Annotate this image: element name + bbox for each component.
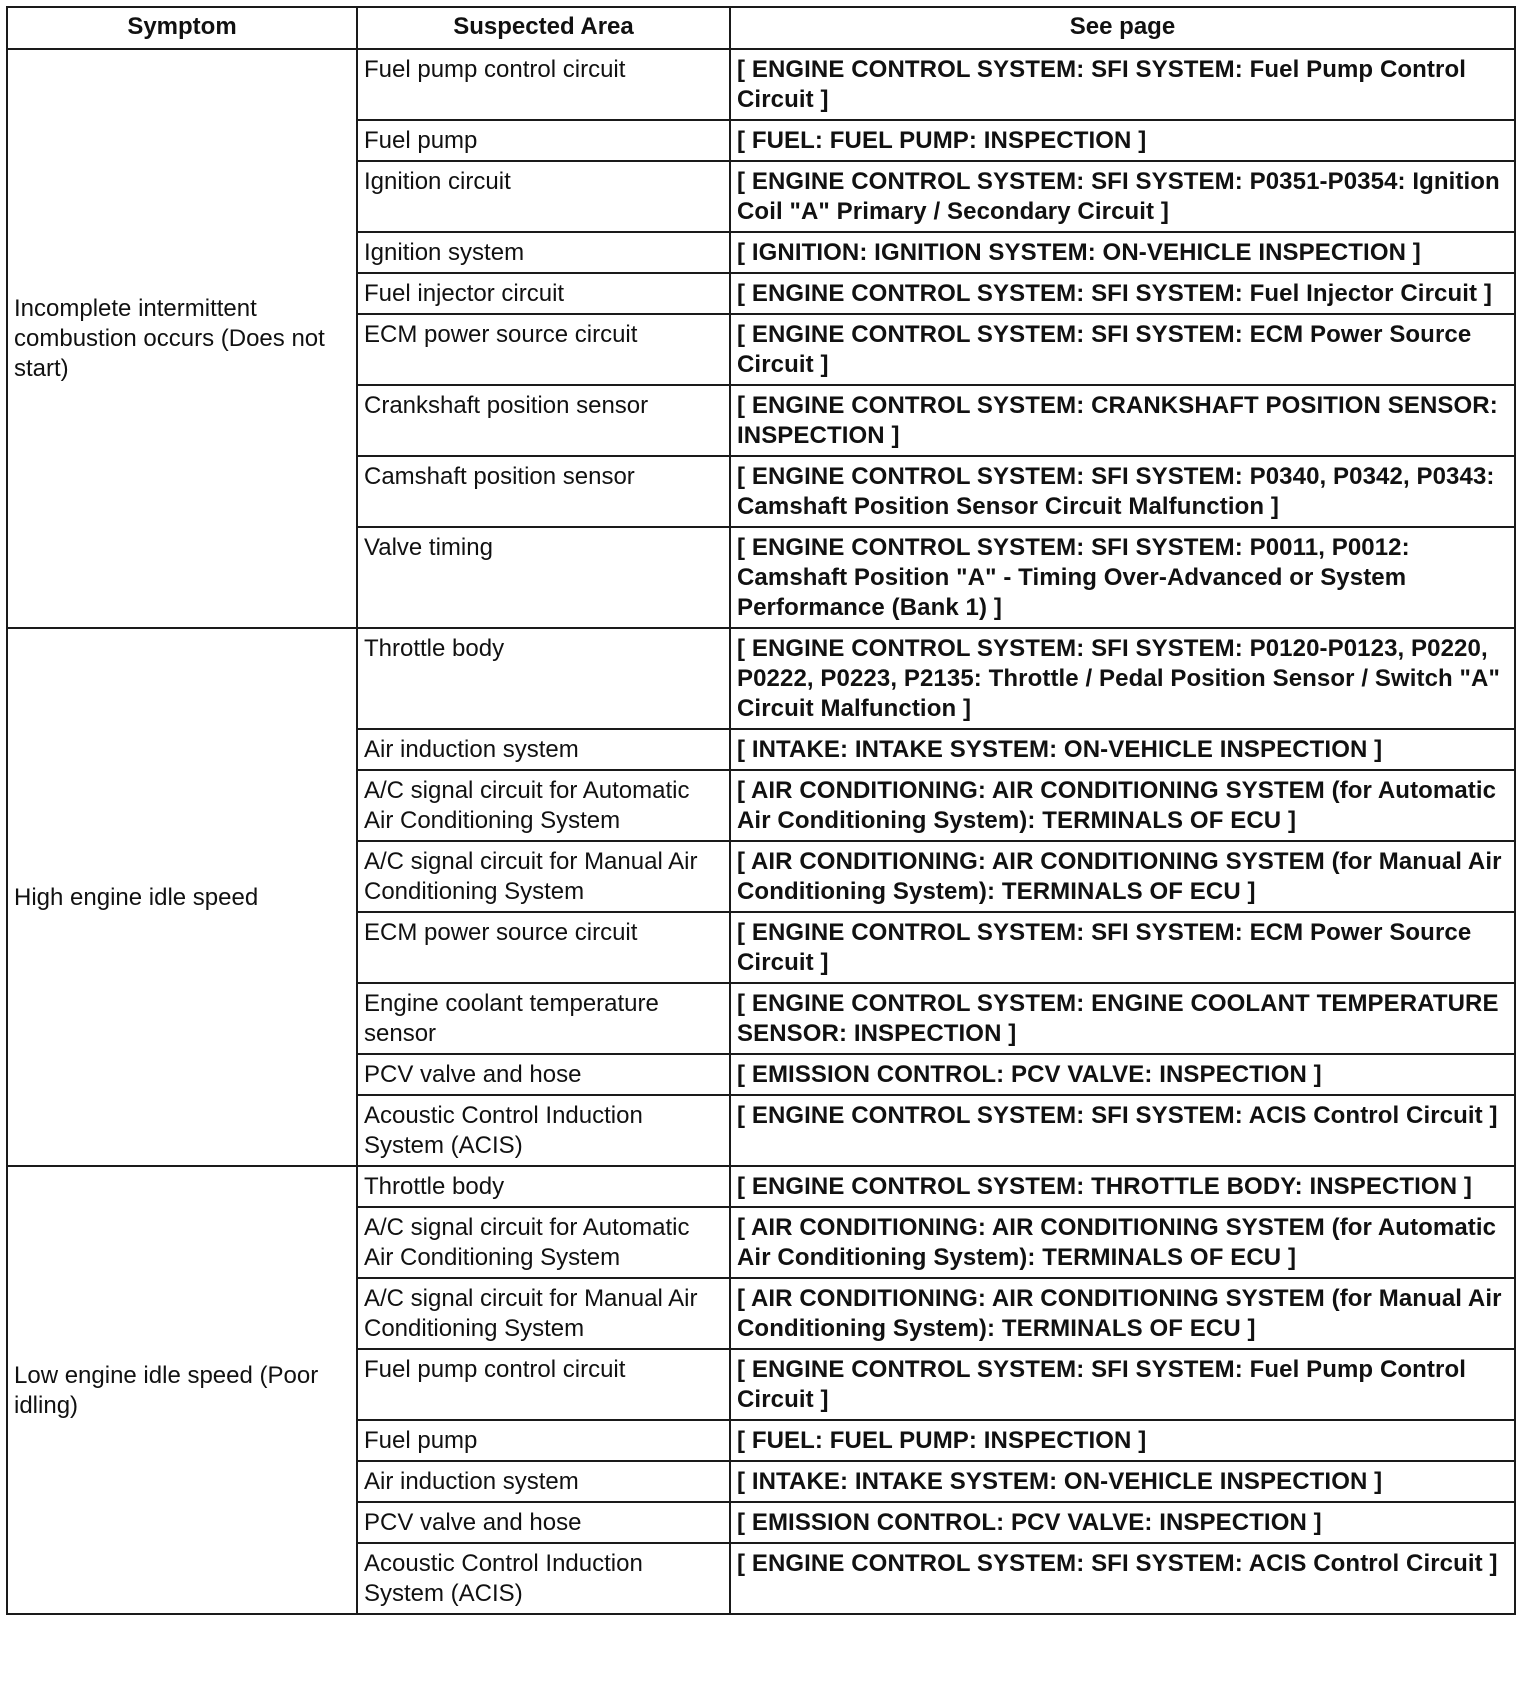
suspected-area-cell: Throttle body <box>357 1166 730 1207</box>
suspected-area-cell: PCV valve and hose <box>357 1054 730 1095</box>
suspected-area-cell: Fuel pump control circuit <box>357 1349 730 1420</box>
see-page-link[interactable]: [ ENGINE CONTROL SYSTEM: SFI SYSTEM: P0011, P0012: Camshaft Position "A" - Timing Over-Advanced or System Performance (Bank 1) ] <box>730 527 1515 628</box>
header-see-page: See page <box>730 7 1515 49</box>
table-row <box>7 628 1515 729</box>
see-page-link[interactable]: [ ENGINE CONTROL SYSTEM: CRANKSHAFT POSITION SENSOR: INSPECTION ] <box>730 385 1515 456</box>
see-page-link[interactable]: [ ENGINE CONTROL SYSTEM: SFI SYSTEM: ACIS Control Circuit ] <box>730 1095 1515 1166</box>
symptom-cell: Incomplete intermittent combustion occurs (Does not start) <box>7 49 357 628</box>
suspected-area-cell: Acoustic Control Induction System (ACIS) <box>357 1543 730 1614</box>
see-page-link[interactable]: [ ENGINE CONTROL SYSTEM: SFI SYSTEM: P0351-P0354: Ignition Coil "A" Primary / Secondary Circuit ] <box>730 161 1515 232</box>
suspected-area-cell: A/C signal circuit for Automatic Air Conditioning System <box>357 1207 730 1278</box>
see-page-link[interactable]: [ ENGINE CONTROL SYSTEM: ENGINE COOLANT TEMPERATURE SENSOR: INSPECTION ] <box>730 983 1515 1054</box>
suspected-area-cell: Ignition circuit <box>357 161 730 232</box>
header-row <box>7 7 1515 49</box>
table-row <box>7 49 1515 120</box>
suspected-area-cell: A/C signal circuit for Manual Air Conditioning System <box>357 1278 730 1349</box>
see-page-link[interactable]: [ ENGINE CONTROL SYSTEM: SFI SYSTEM: Fuel Pump Control Circuit ] <box>730 1349 1515 1420</box>
see-page-link[interactable]: [ INTAKE: INTAKE SYSTEM: ON-VEHICLE INSPECTION ] <box>730 729 1515 770</box>
suspected-area-cell: Fuel pump control circuit <box>357 49 730 120</box>
see-page-link[interactable]: [ ENGINE CONTROL SYSTEM: SFI SYSTEM: Fuel Pump Control Circuit ] <box>730 49 1515 120</box>
see-page-link[interactable]: [ ENGINE CONTROL SYSTEM: SFI SYSTEM: P0340, P0342, P0343: Camshaft Position Sensor Circuit Malfunction ] <box>730 456 1515 527</box>
suspected-area-cell: Acoustic Control Induction System (ACIS) <box>357 1095 730 1166</box>
see-page-link[interactable]: [ INTAKE: INTAKE SYSTEM: ON-VEHICLE INSPECTION ] <box>730 1461 1515 1502</box>
header-symptom: Symptom <box>7 7 357 49</box>
suspected-area-cell: Valve timing <box>357 527 730 628</box>
suspected-area-cell: Ignition system <box>357 232 730 273</box>
suspected-area-cell: Throttle body <box>357 628 730 729</box>
suspected-area-cell: Air induction system <box>357 729 730 770</box>
see-page-link[interactable]: [ AIR CONDITIONING: AIR CONDITIONING SYSTEM (for Automatic Air Conditioning System): TERMINALS OF ECU ] <box>730 1207 1515 1278</box>
see-page-link[interactable]: [ ENGINE CONTROL SYSTEM: SFI SYSTEM: P0120-P0123, P0220, P0222, P0223, P2135: Throttle / Pedal Position Sensor / Switch "A" Circuit Malfunction ] <box>730 628 1515 729</box>
see-page-link[interactable]: [ ENGINE CONTROL SYSTEM: SFI SYSTEM: ACIS Control Circuit ] <box>730 1543 1515 1614</box>
suspected-area-cell: Fuel pump <box>357 120 730 161</box>
symptom-table <box>6 6 1516 1615</box>
see-page-link[interactable]: [ ENGINE CONTROL SYSTEM: THROTTLE BODY: INSPECTION ] <box>730 1166 1515 1207</box>
see-page-link[interactable]: [ IGNITION: IGNITION SYSTEM: ON-VEHICLE INSPECTION ] <box>730 232 1515 273</box>
see-page-link[interactable]: [ FUEL: FUEL PUMP: INSPECTION ] <box>730 1420 1515 1461</box>
suspected-area-cell: A/C signal circuit for Automatic Air Conditioning System <box>357 770 730 841</box>
see-page-link[interactable]: [ FUEL: FUEL PUMP: INSPECTION ] <box>730 120 1515 161</box>
header-suspected-area: Suspected Area <box>357 7 730 49</box>
see-page-link[interactable]: [ EMISSION CONTROL: PCV VALVE: INSPECTION ] <box>730 1054 1515 1095</box>
suspected-area-cell: Camshaft position sensor <box>357 456 730 527</box>
see-page-link[interactable]: [ ENGINE CONTROL SYSTEM: SFI SYSTEM: ECM Power Source Circuit ] <box>730 912 1515 983</box>
suspected-area-cell: ECM power source circuit <box>357 912 730 983</box>
see-page-link[interactable]: [ AIR CONDITIONING: AIR CONDITIONING SYSTEM (for Manual Air Conditioning System): TERMINALS OF ECU ] <box>730 1278 1515 1349</box>
suspected-area-cell: A/C signal circuit for Manual Air Conditioning System <box>357 841 730 912</box>
see-page-link[interactable]: [ AIR CONDITIONING: AIR CONDITIONING SYSTEM (for Automatic Air Conditioning System): TERMINALS OF ECU ] <box>730 770 1515 841</box>
suspected-area-cell: Engine coolant temperature sensor <box>357 983 730 1054</box>
suspected-area-cell: Crankshaft position sensor <box>357 385 730 456</box>
suspected-area-cell: ECM power source circuit <box>357 314 730 385</box>
see-page-link[interactable]: [ ENGINE CONTROL SYSTEM: SFI SYSTEM: Fuel Injector Circuit ] <box>730 273 1515 314</box>
see-page-link[interactable]: [ AIR CONDITIONING: AIR CONDITIONING SYSTEM (for Manual Air Conditioning System): TERMINALS OF ECU ] <box>730 841 1515 912</box>
symptom-cell: Low engine idle speed (Poor idling) <box>7 1166 357 1614</box>
suspected-area-cell: Fuel injector circuit <box>357 273 730 314</box>
see-page-link[interactable]: [ ENGINE CONTROL SYSTEM: SFI SYSTEM: ECM Power Source Circuit ] <box>730 314 1515 385</box>
table-body <box>7 49 1515 1614</box>
suspected-area-cell: Fuel pump <box>357 1420 730 1461</box>
document-page <box>6 6 1514 1615</box>
suspected-area-cell: PCV valve and hose <box>357 1502 730 1543</box>
suspected-area-cell: Air induction system <box>357 1461 730 1502</box>
table-row <box>7 1166 1515 1207</box>
see-page-link[interactable]: [ EMISSION CONTROL: PCV VALVE: INSPECTION ] <box>730 1502 1515 1543</box>
symptom-cell: High engine idle speed <box>7 628 357 1166</box>
